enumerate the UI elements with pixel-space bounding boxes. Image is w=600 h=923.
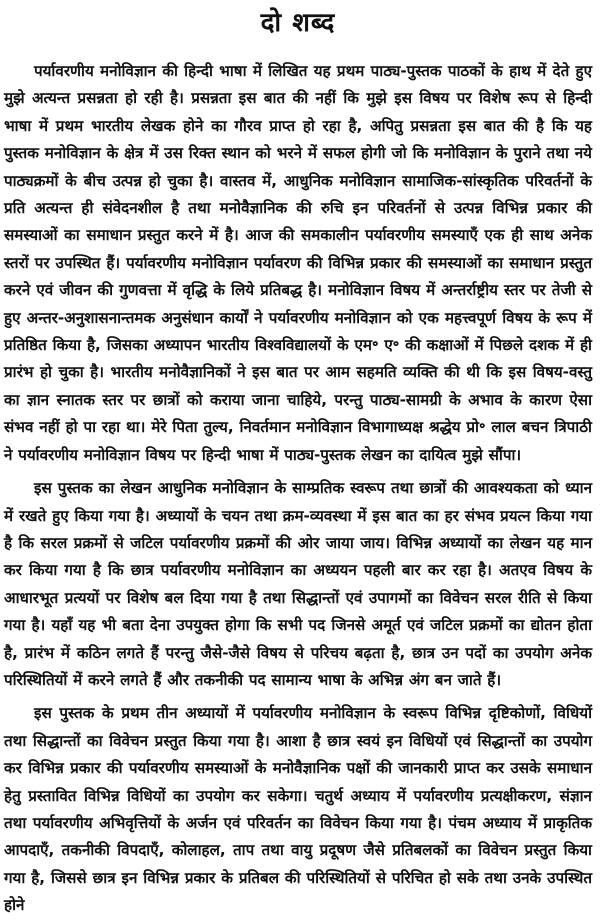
page-title: दो शब्द <box>260 8 336 38</box>
paragraph-3: इस पुस्तक के प्रथम तीन अध्यायों में पर्यावरणीय मनोविज्ञान के स्वरूप विभिन्न दृष्टिकोणों, विधियों तथा सिद्धान्तों का विवेचन प्रस्तुत किया गया है। आशा है छात्र स्वयं इन विधियों एवं सिद्धान्तों का उपयोग कर विभिन्न प्रकार की पर्यावरणीय समस्याओं के मनोवैज्ञानिक पक्षों की जानकारी प्राप्त कर उसके समाधान हेतु प्रस्तावित विभिन्न विधियों का उपयोग कर सकेगा। चतुर्थ अध्याय में पर्यावरणीय प्रत्यक्षीकरण, संज्ञान तथा पर्यावरणीय अभिवृत्तियों के अर्जन एवं परिवर्तन का विवेचन किया गया है। पंचम अध्याय में प्राकृतिक आपदाएँ, तकनीकी विपदाएँ, कोलाहल, ताप तथा वायु प्रदूषण जैसे प्रतिबलकों का विवेचन प्रस्तुत किया गया है, जिससे छात्र इन विभिन्न प्रकार के प्रतिबल की परिस्थितियों से परिचित हो सके तथा उनके उपस्थित होने <box>4 704 592 915</box>
paragraph-1: पर्यावरणीय मनोविज्ञान की हिन्दी भाषा में लिखित यह प्रथम पाठ्य-पुस्तक पाठकों के हाथ में देते हुए मुझे अत्यन्त प्रसन्नता हो रही है। प्रसन्नता इस बात की नहीं कि मुझे इस विषय पर विशेष रूप से हिन्दी भाषा में प्रथम भारतीय लेखक होने का गौरव प्राप्त हो रहा है, अपितु प्रसन्नता इस बात की है कि यह पुस्तक मनोविज्ञान के क्षेत्र में उस रिक्त स्थान को भरने में सफल होगी जो कि मनोविज्ञान के पुराने तथा नये पाठ्यक्रमों के बीच उत्पन्न हो चुका है। वास्तव में, आधुनिक मनोविज्ञान सामाजिक-सांस्कृतिक परिवर्तनों के प्रति अत्यन्त ही संवेदनशील है तथा मनोवैज्ञानिक की रुचि इन परिवर्तनों से उत्पन्न विभिन्न प्रकार की समस्याओं का समाधान प्रस्तुत करने में है। आज की समकालीन पर्यावरणीय समस्याएँ एक ही साथ अनेक स्तरों पर उपस्थित हैं। पर्यावरणीय मनोविज्ञान पर्यावरण की विभिन्न प्रकार की समस्याओं का समाधान प्रस्तुत करने एवं जीवन की गुणवत्ता में वृद्धि के लिये प्रतिबद्ध है। मनोविज्ञान विषय में अन्तर्राष्ट्रीय स्तर पर तेजी से हुए अन्तर-अनुशासनान्तमक अनुसंधान कार्यों ने पर्यावरणीय मनोविज्ञान को एक महत्त्वपूर्ण विषय के रूप में प्रतिष्ठित किया है, जिसका अध्यापन भारतीय विश्वविद्यालयों के एम॰ ए॰ की कक्षाओं में पिछले दशक में ही प्रारंभ हो चुका है। भारतीय मनोवैज्ञानिकों ने इस बात पर आम सहमति व्यक्ति की थी कि इस विषय-वस्तु का ज्ञान स्नातक स्तर पर छात्रों को कराया जाना चाहिये, परन्तु पाठ्य-सामग्री के अभाव के कारण ऐसा संभव नहीं हो पा रहा था। मेरे पिता तुल्य, निवर्तमान मनोविज्ञान विभागाध्यक्ष श्रद्धेय प्रो॰ लाल बचन त्रिपाठी ने पर्यावरणीय मनोविज्ञान विषय पर हिन्दी भाषा में पाठ्य-पुस्तक लेखन का दायित्व मुझे सौंपा। <box>4 62 592 464</box>
paragraph-2: इस पुस्तक का लेखन आधुनिक मनोविज्ञान के साम्प्रतिक स्वरूप तथा छात्रों की आवश्यकता को ध्यान में रखते हुए किया गया है। अध्यायों के चयन तथा क्रम-व्यवस्था में इस बात का हर संभव प्रयत्न किया गया है कि सरल प्रक्रमों से जटिल पर्यावरणीय प्रक्रमों की ओर जाया जाय। विभिन्न अध्यायों का लेखन यह मान कर किया गया है कि छात्र पर्यावरणीय मनोविज्ञान का अध्ययन पहली बार कर रहा है। अतएव विषय के आधारभूत प्रत्ययों पर विशेष बल दिया गया है तथा सिद्धान्तों एवं उपागमों का विवेचन सरल रीति से किया गया है। यहाँ यह भी बता देना उपयुक्त होगा कि सभी पद जिनसे अमूर्त एवं जटिल प्रक्रमों का द्योतन होता है, प्रारंभ में कठिन लगते हैं परन्तु जैसे-जैसे विषय से परिचय बढ़ता है, छात्र उन पदों का उपयोग अनेक परिस्थितियों में करने लगते हैं और तकनीकी पद सामान्य भाषा के अभिन्न अंग बन जाते हैं। <box>4 479 592 689</box>
